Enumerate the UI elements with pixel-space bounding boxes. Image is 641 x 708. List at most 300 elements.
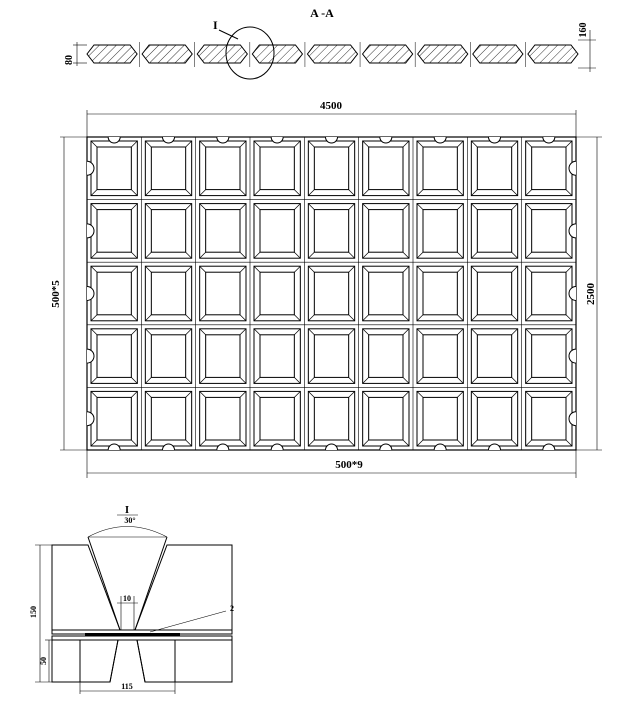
- cell-chamfer: [403, 252, 409, 258]
- cell-outer: [417, 391, 463, 446]
- cell-outer: [145, 266, 191, 321]
- cell-chamfer: [363, 141, 369, 147]
- edge-notch-bottom: [271, 444, 283, 450]
- cell-chamfer: [566, 141, 572, 147]
- cell-chamfer: [526, 204, 532, 210]
- callout-leader: [219, 30, 238, 39]
- cell-chamfer: [363, 252, 369, 258]
- cell-chamfer: [91, 377, 97, 383]
- cell-inner: [97, 397, 131, 440]
- cell-chamfer: [200, 440, 206, 446]
- cell-chamfer: [131, 190, 137, 196]
- cell-chamfer: [417, 190, 423, 196]
- cell-chamfer: [186, 377, 192, 383]
- cell-chamfer: [200, 266, 206, 272]
- cell-chamfer: [417, 252, 423, 258]
- cell-chamfer: [131, 252, 137, 258]
- cell-inner: [423, 147, 457, 190]
- cell-chamfer: [471, 204, 477, 210]
- cell-inner: [260, 335, 294, 378]
- edge-notch-left: [87, 349, 94, 363]
- cell-chamfer: [349, 190, 355, 196]
- edge-notch-top: [326, 137, 338, 143]
- cell-chamfer: [349, 252, 355, 258]
- cell-chamfer: [240, 440, 246, 446]
- section-segment: [473, 45, 523, 63]
- cell-outer: [363, 204, 409, 259]
- edge-notch-left: [87, 224, 94, 238]
- cell-chamfer: [526, 391, 532, 397]
- cell-outer: [471, 391, 517, 446]
- cell-chamfer: [471, 190, 477, 196]
- cell-inner: [206, 272, 240, 315]
- cell-chamfer: [200, 315, 206, 321]
- cell-chamfer: [91, 315, 97, 321]
- cell-outer: [91, 391, 137, 446]
- cell-chamfer: [254, 190, 260, 196]
- cell-outer: [145, 141, 191, 196]
- cell-chamfer: [186, 266, 192, 272]
- cell-chamfer: [403, 377, 409, 383]
- v-groove-right: [135, 537, 167, 630]
- cell-chamfer: [308, 141, 314, 147]
- cell-inner: [369, 147, 403, 190]
- cell-chamfer: [349, 266, 355, 272]
- cell-chamfer: [457, 141, 463, 147]
- cell-inner: [532, 397, 566, 440]
- cell-chamfer: [186, 329, 192, 335]
- edge-notch-bottom: [380, 444, 392, 450]
- cell-chamfer: [526, 252, 532, 258]
- cell-chamfer: [512, 266, 518, 272]
- cell-inner: [97, 147, 131, 190]
- edge-notch-right: [569, 287, 576, 301]
- cell-chamfer: [240, 266, 246, 272]
- cell-chamfer: [308, 391, 314, 397]
- cell-chamfer: [403, 190, 409, 196]
- cell-chamfer: [417, 141, 423, 147]
- cell-outer: [308, 266, 354, 321]
- cell-outer: [200, 204, 246, 259]
- cell-outer: [308, 391, 354, 446]
- cell-inner: [260, 397, 294, 440]
- cell-chamfer: [566, 315, 572, 321]
- cell-inner: [314, 147, 348, 190]
- cell-chamfer: [240, 252, 246, 258]
- cell-chamfer: [131, 204, 137, 210]
- cell-inner: [369, 210, 403, 253]
- cell-outer: [254, 329, 300, 384]
- cell-chamfer: [240, 377, 246, 383]
- cell-chamfer: [200, 391, 206, 397]
- cell-chamfer: [566, 440, 572, 446]
- cell-chamfer: [240, 391, 246, 397]
- cell-chamfer: [91, 252, 97, 258]
- cell-outer: [145, 329, 191, 384]
- cell-inner: [369, 272, 403, 315]
- edge-notch-top: [217, 137, 229, 143]
- cell-inner: [477, 397, 511, 440]
- cell-chamfer: [91, 266, 97, 272]
- cell-chamfer: [363, 329, 369, 335]
- cell-outer: [363, 141, 409, 196]
- cell-chamfer: [200, 377, 206, 383]
- cell-chamfer: [471, 329, 477, 335]
- edge-notch-top: [271, 137, 283, 143]
- cell-outer: [471, 204, 517, 259]
- cell-chamfer: [566, 266, 572, 272]
- cell-outer: [526, 204, 572, 259]
- cell-chamfer: [471, 141, 477, 147]
- cell-chamfer: [457, 190, 463, 196]
- cell-inner: [97, 335, 131, 378]
- section-segment: [197, 45, 247, 63]
- edge-notch-left: [87, 161, 94, 175]
- cell-inner: [206, 335, 240, 378]
- plate-bottom: [52, 636, 232, 640]
- cell-outer: [417, 204, 463, 259]
- cell-inner: [260, 272, 294, 315]
- cell-chamfer: [403, 329, 409, 335]
- edge-notch-bottom: [108, 444, 120, 450]
- cell-inner: [532, 147, 566, 190]
- cell-outer: [417, 329, 463, 384]
- cell-outer: [363, 266, 409, 321]
- cell-chamfer: [471, 391, 477, 397]
- v-groove-left: [88, 537, 120, 630]
- cell-chamfer: [363, 440, 369, 446]
- cell-chamfer: [512, 377, 518, 383]
- cell-chamfer: [254, 252, 260, 258]
- cell-inner: [423, 335, 457, 378]
- cell-chamfer: [308, 190, 314, 196]
- cell-chamfer: [471, 252, 477, 258]
- cell-chamfer: [240, 315, 246, 321]
- cell-chamfer: [526, 266, 532, 272]
- cell-chamfer: [403, 391, 409, 397]
- cell-outer: [91, 141, 137, 196]
- lower-groove-right: [137, 640, 145, 682]
- callout-label: I: [213, 18, 218, 32]
- cell-chamfer: [91, 440, 97, 446]
- cell-inner: [423, 210, 457, 253]
- cell-chamfer: [145, 391, 151, 397]
- cell-chamfer: [186, 204, 192, 210]
- cell-chamfer: [457, 329, 463, 335]
- cell-chamfer: [457, 391, 463, 397]
- cell-inner: [477, 210, 511, 253]
- section-segment: [307, 45, 357, 63]
- cell-chamfer: [349, 315, 355, 321]
- cell-inner: [97, 210, 131, 253]
- cell-chamfer: [294, 315, 300, 321]
- cell-outer: [91, 204, 137, 259]
- cell-chamfer: [403, 204, 409, 210]
- cell-chamfer: [254, 329, 260, 335]
- cell-chamfer: [526, 329, 532, 335]
- cell-chamfer: [91, 141, 97, 147]
- dim-rows-label: 500*5: [50, 280, 62, 308]
- edge-notch-top: [489, 137, 501, 143]
- cell-outer: [308, 204, 354, 259]
- cell-chamfer: [457, 315, 463, 321]
- cell-chamfer: [186, 315, 192, 321]
- detail-view: [29, 504, 234, 694]
- cell-chamfer: [566, 377, 572, 383]
- cell-chamfer: [131, 266, 137, 272]
- edge-notch-right: [569, 224, 576, 238]
- cell-chamfer: [403, 440, 409, 446]
- cell-outer: [254, 391, 300, 446]
- cell-chamfer: [512, 252, 518, 258]
- cell-chamfer: [349, 377, 355, 383]
- cell-chamfer: [512, 315, 518, 321]
- edge-notch-top: [434, 137, 446, 143]
- edge-notch-bottom: [163, 444, 175, 450]
- cell-outer: [308, 141, 354, 196]
- dim-height-label: 2500: [585, 283, 597, 305]
- cell-chamfer: [526, 440, 532, 446]
- cell-chamfer: [417, 440, 423, 446]
- cell-chamfer: [403, 315, 409, 321]
- cell-chamfer: [417, 315, 423, 321]
- cell-chamfer: [566, 190, 572, 196]
- cell-inner: [206, 397, 240, 440]
- cell-chamfer: [240, 190, 246, 196]
- cell-chamfer: [417, 329, 423, 335]
- cell-chamfer: [471, 377, 477, 383]
- cell-chamfer: [294, 391, 300, 397]
- cell-inner: [260, 210, 294, 253]
- cell-chamfer: [457, 252, 463, 258]
- lower-block-left: [52, 640, 118, 682]
- cell-chamfer: [471, 315, 477, 321]
- cell-chamfer: [145, 252, 151, 258]
- cell-inner: [260, 147, 294, 190]
- cell-chamfer: [457, 377, 463, 383]
- cell-inner: [151, 397, 185, 440]
- section-segments: [87, 45, 578, 63]
- cell-chamfer: [457, 204, 463, 210]
- cell-inner: [151, 335, 185, 378]
- dim-base-width-label: 115: [121, 682, 133, 691]
- cell-inner: [532, 272, 566, 315]
- cell-chamfer: [294, 190, 300, 196]
- cell-chamfer: [417, 391, 423, 397]
- cell-chamfer: [294, 329, 300, 335]
- edge-notch-top: [163, 137, 175, 143]
- cell-outer: [363, 391, 409, 446]
- section-segment: [142, 45, 192, 63]
- cell-outer: [254, 204, 300, 259]
- cell-chamfer: [131, 141, 137, 147]
- cell-chamfer: [91, 204, 97, 210]
- cell-inner: [151, 147, 185, 190]
- cell-inner: [314, 272, 348, 315]
- cell-chamfer: [131, 315, 137, 321]
- cell-chamfer: [417, 377, 423, 383]
- cell-chamfer: [254, 315, 260, 321]
- cell-chamfer: [526, 315, 532, 321]
- cell-chamfer: [186, 391, 192, 397]
- cell-outer: [417, 266, 463, 321]
- cell-chamfer: [254, 440, 260, 446]
- cell-outer: [254, 266, 300, 321]
- cell-chamfer: [294, 440, 300, 446]
- cell-chamfer: [145, 315, 151, 321]
- cell-chamfer: [349, 391, 355, 397]
- cell-chamfer: [403, 141, 409, 147]
- cell-chamfer: [200, 190, 206, 196]
- cell-chamfer: [145, 204, 151, 210]
- dim-columns-label: 500*9: [335, 459, 363, 471]
- cell-chamfer: [512, 204, 518, 210]
- cell-chamfer: [131, 440, 137, 446]
- cell-outer: [308, 329, 354, 384]
- cell-chamfer: [131, 377, 137, 383]
- cell-chamfer: [566, 329, 572, 335]
- cell-chamfer: [254, 377, 260, 383]
- cell-chamfer: [294, 204, 300, 210]
- cell-chamfer: [145, 329, 151, 335]
- cell-chamfer: [131, 391, 137, 397]
- cell-outer: [200, 329, 246, 384]
- cell-chamfer: [186, 190, 192, 196]
- edge-notch-bottom: [489, 444, 501, 450]
- cell-inner: [477, 272, 511, 315]
- cell-outer: [526, 329, 572, 384]
- edge-notch-top: [543, 137, 555, 143]
- cell-chamfer: [294, 266, 300, 272]
- cell-inner: [314, 397, 348, 440]
- cell-chamfer: [457, 440, 463, 446]
- plan-view: [50, 100, 602, 478]
- section-segment: [418, 45, 468, 63]
- cell-outer: [471, 266, 517, 321]
- cell-inner: [369, 335, 403, 378]
- cell-chamfer: [471, 440, 477, 446]
- edge-notch-left: [87, 287, 94, 301]
- cell-chamfer: [254, 266, 260, 272]
- lower-block-right: [137, 640, 232, 682]
- cell-chamfer: [363, 266, 369, 272]
- cell-chamfer: [91, 190, 97, 196]
- cell-chamfer: [363, 204, 369, 210]
- cell-chamfer: [308, 377, 314, 383]
- cell-inner: [206, 210, 240, 253]
- edge-notch-bottom: [217, 444, 229, 450]
- cell-chamfer: [512, 141, 518, 147]
- cell-chamfer: [308, 315, 314, 321]
- plan-outline: [87, 137, 576, 450]
- section-segment: [87, 45, 137, 63]
- cell-chamfer: [417, 266, 423, 272]
- upper-block-left: [52, 545, 120, 630]
- leader-label: 2: [230, 604, 234, 613]
- cell-chamfer: [512, 190, 518, 196]
- edge-notch-right: [569, 349, 576, 363]
- cell-chamfer: [145, 141, 151, 147]
- cell-chamfer: [145, 440, 151, 446]
- cell-inner: [477, 147, 511, 190]
- cell-chamfer: [349, 440, 355, 446]
- section-segment: [252, 45, 302, 63]
- cell-chamfer: [240, 204, 246, 210]
- cell-outer: [526, 266, 572, 321]
- cell-chamfer: [349, 204, 355, 210]
- cell-inner: [151, 210, 185, 253]
- cell-inner: [477, 335, 511, 378]
- cell-chamfer: [186, 252, 192, 258]
- cell-inner: [151, 272, 185, 315]
- cell-chamfer: [566, 391, 572, 397]
- section-title: A -A: [310, 6, 334, 20]
- cell-chamfer: [186, 141, 192, 147]
- edge-notch-right: [569, 161, 576, 175]
- cell-chamfer: [363, 391, 369, 397]
- detail-title: I: [124, 504, 130, 516]
- cell-chamfer: [363, 315, 369, 321]
- dim-width-label: 4500: [320, 100, 342, 112]
- cell-outer: [254, 141, 300, 196]
- cell-chamfer: [254, 204, 260, 210]
- dim-total-height-label: 150: [29, 606, 38, 618]
- cell-chamfer: [254, 141, 260, 147]
- cell-chamfer: [308, 252, 314, 258]
- cell-inner: [314, 210, 348, 253]
- cell-chamfer: [145, 377, 151, 383]
- section-segment: [363, 45, 413, 63]
- slab-grid: [87, 137, 576, 450]
- cell-chamfer: [363, 190, 369, 196]
- cell-chamfer: [200, 329, 206, 335]
- cell-chamfer: [186, 440, 192, 446]
- cell-outer: [91, 266, 137, 321]
- cell-chamfer: [294, 141, 300, 147]
- edge-notch-right: [569, 412, 576, 426]
- cell-chamfer: [566, 204, 572, 210]
- cell-outer: [471, 329, 517, 384]
- cell-outer: [200, 391, 246, 446]
- cell-outer: [526, 141, 572, 196]
- cell-chamfer: [200, 252, 206, 258]
- cell-outer: [91, 329, 137, 384]
- cell-chamfer: [417, 204, 423, 210]
- cell-chamfer: [308, 266, 314, 272]
- cell-chamfer: [91, 391, 97, 397]
- cell-chamfer: [200, 141, 206, 147]
- cell-inner: [206, 147, 240, 190]
- cell-chamfer: [512, 440, 518, 446]
- cell-chamfer: [471, 266, 477, 272]
- cell-chamfer: [512, 329, 518, 335]
- cell-outer: [526, 391, 572, 446]
- leader-line: [150, 611, 226, 632]
- cell-chamfer: [145, 266, 151, 272]
- cell-outer: [417, 141, 463, 196]
- cell-inner: [423, 272, 457, 315]
- section-view: [64, 6, 596, 79]
- angle-arc: [88, 527, 167, 538]
- cell-chamfer: [566, 252, 572, 258]
- cell-outer: [471, 141, 517, 196]
- cell-chamfer: [349, 329, 355, 335]
- cell-inner: [369, 397, 403, 440]
- cell-chamfer: [254, 391, 260, 397]
- cell-chamfer: [526, 190, 532, 196]
- edge-notch-bottom: [434, 444, 446, 450]
- dim-lower-height-label: 50: [39, 657, 48, 665]
